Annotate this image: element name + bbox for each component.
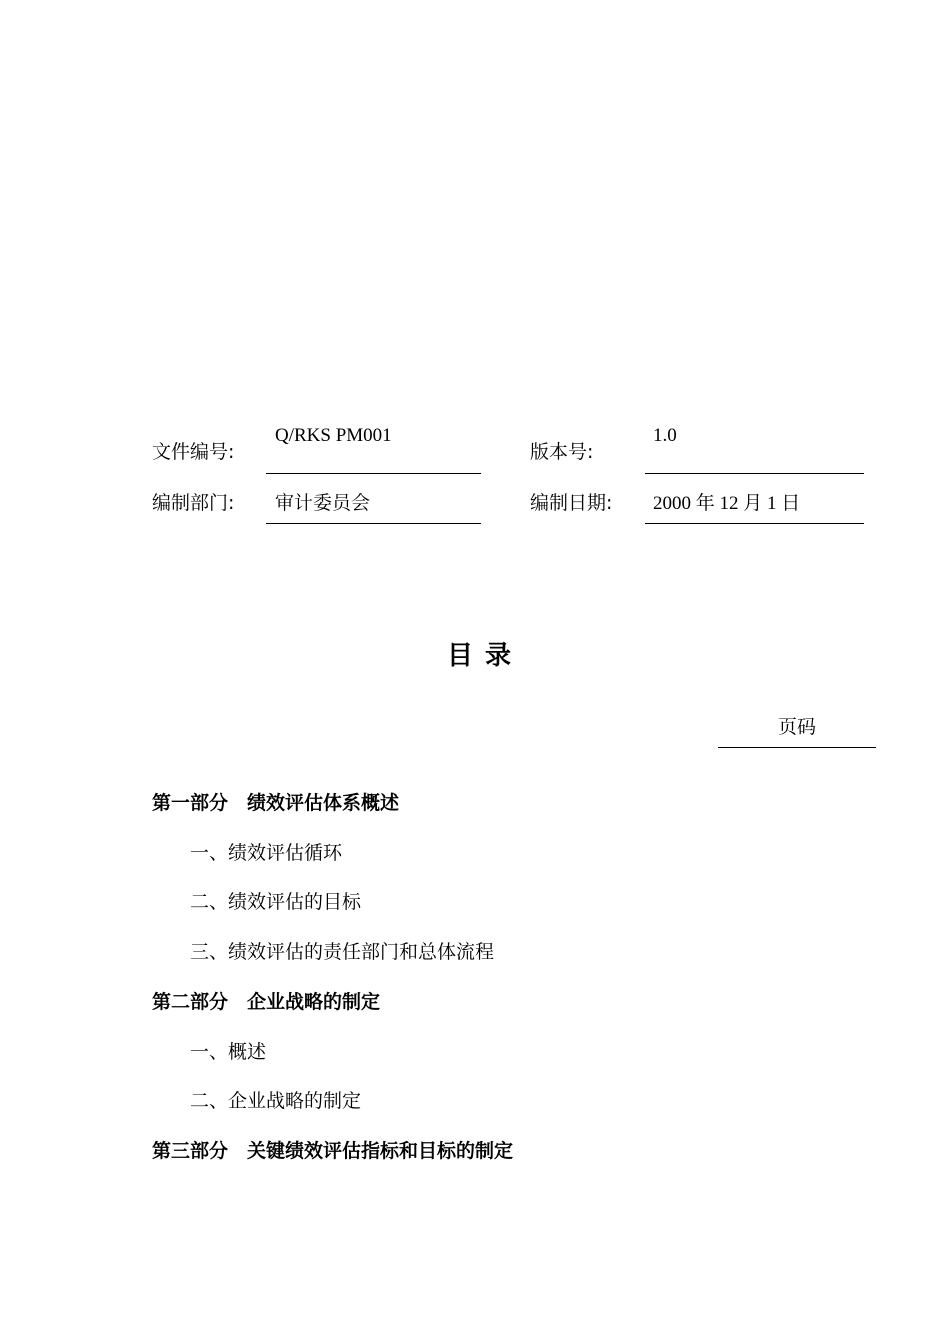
page-number-underline bbox=[718, 747, 876, 748]
toc-entry-part-2[interactable]: 第二部分 企业战略的制定 bbox=[152, 991, 381, 1013]
toc-entry-part-3[interactable]: 第三部分 关键绩效评估指标和目标的制定 bbox=[152, 1140, 514, 1162]
date-underline bbox=[645, 523, 864, 524]
department-label: 编制部门: bbox=[152, 492, 235, 514]
department-value: 审计委员会 bbox=[275, 492, 371, 514]
version-underline bbox=[645, 473, 864, 474]
file-number-value: Q/RKS PM001 bbox=[275, 425, 392, 446]
date-label: 编制日期: bbox=[530, 492, 613, 514]
toc-entry-1-1[interactable]: 一、绩效评估循环 bbox=[190, 842, 343, 864]
toc-entry-2-2[interactable]: 二、企业战略的制定 bbox=[190, 1090, 362, 1112]
version-label: 版本号: bbox=[530, 441, 594, 463]
page-number-column-label: 页码 bbox=[778, 716, 817, 738]
version-value: 1.0 bbox=[653, 425, 677, 446]
toc-entry-2-1[interactable]: 一、概述 bbox=[190, 1041, 267, 1063]
file-number-underline bbox=[266, 473, 481, 474]
toc-entry-1-2[interactable]: 二、绩效评估的目标 bbox=[190, 891, 362, 913]
toc-title: 目录 bbox=[447, 641, 524, 671]
toc-entry-part-1[interactable]: 第一部分 绩效评估体系概述 bbox=[152, 792, 400, 814]
department-underline bbox=[266, 523, 481, 524]
file-number-label: 文件编号: bbox=[152, 441, 235, 463]
toc-entry-1-3[interactable]: 三、绩效评估的责任部门和总体流程 bbox=[190, 941, 495, 963]
date-value: 2000 年 12 月 1 日 bbox=[653, 493, 801, 514]
